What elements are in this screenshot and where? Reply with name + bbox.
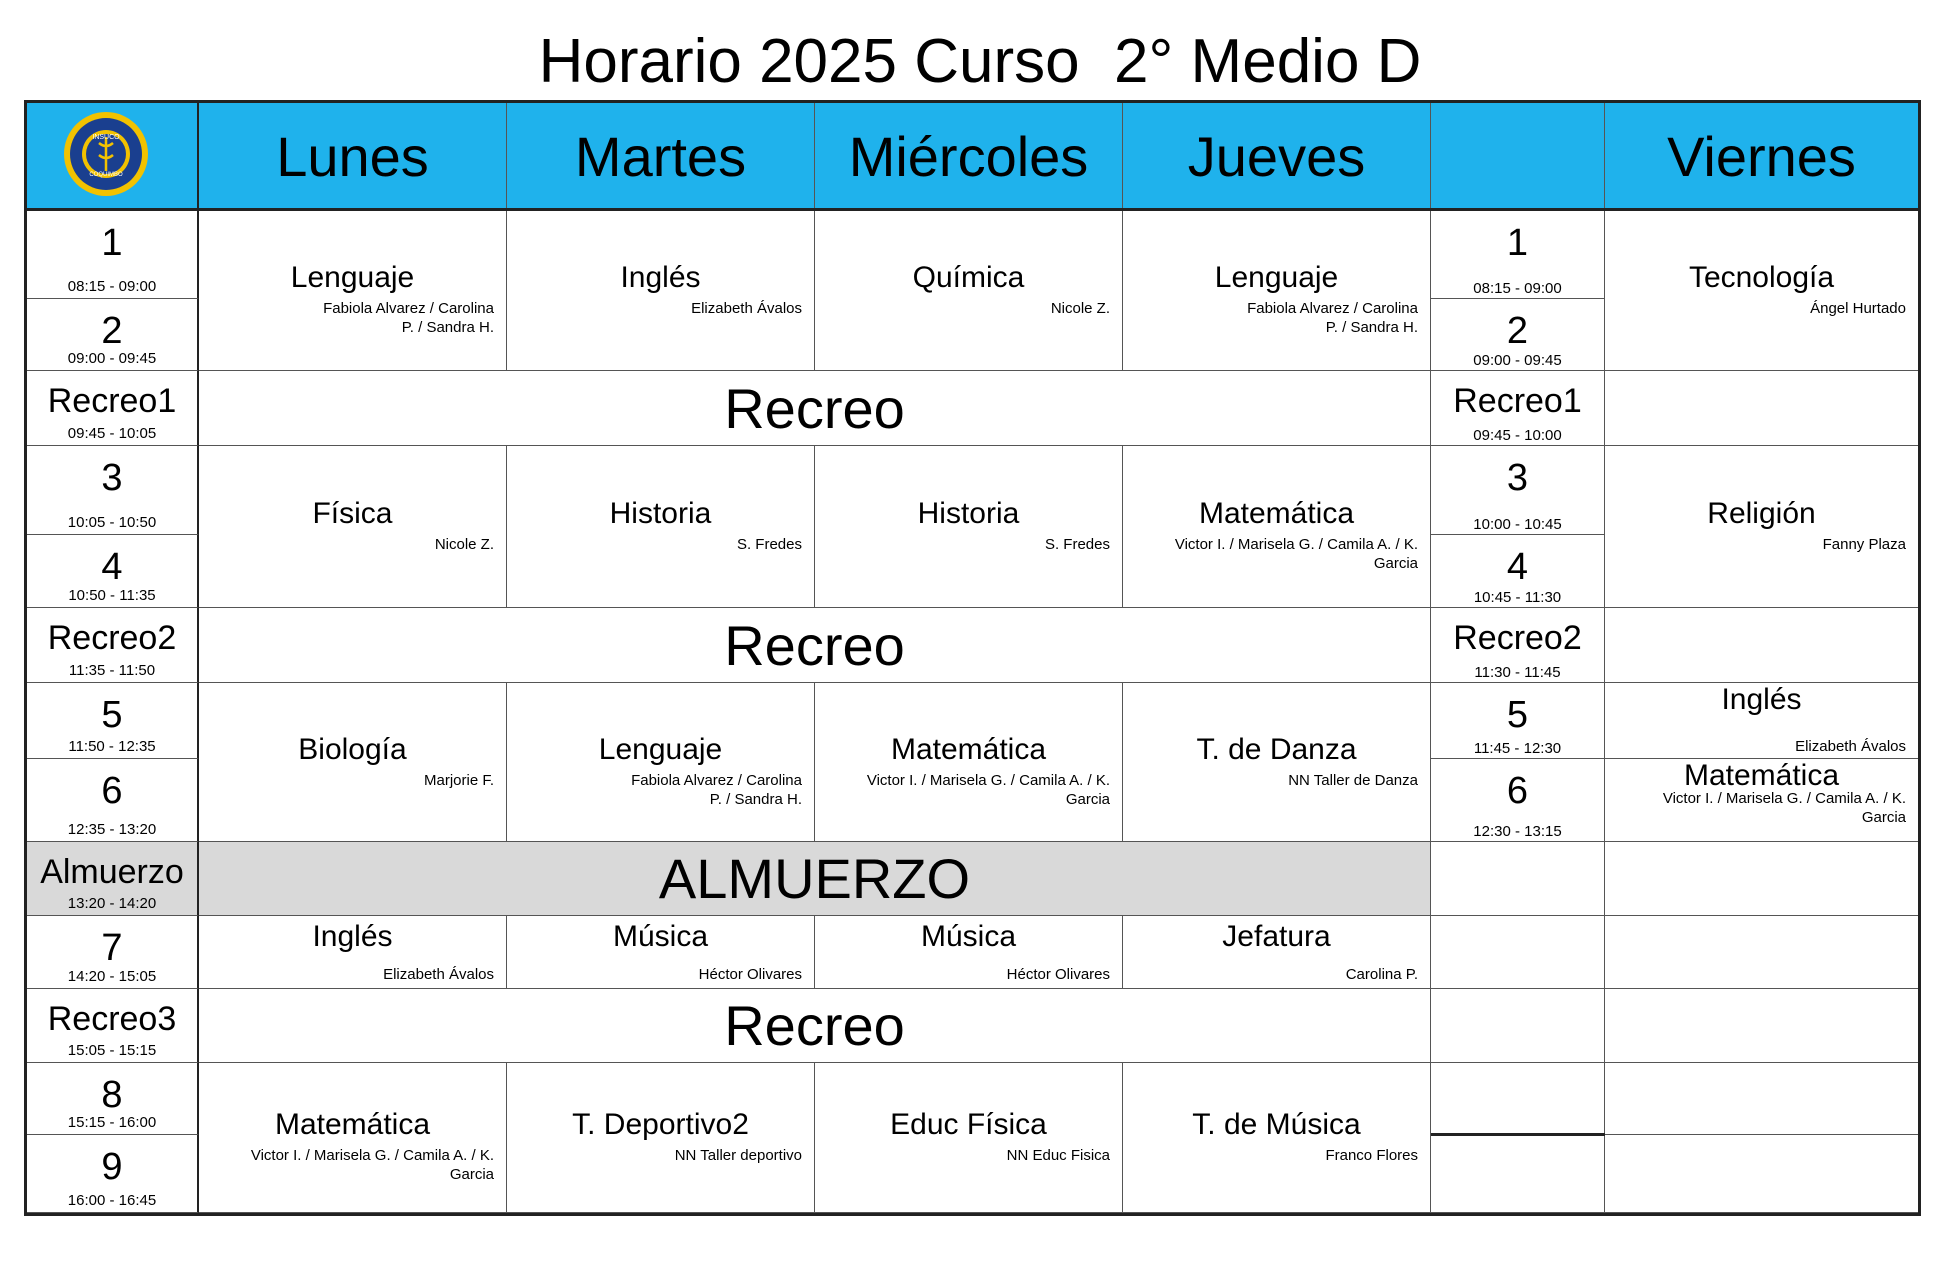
friday-time-slot-cell	[1431, 535, 1605, 608]
day-header-miercoles: Miércoles	[815, 103, 1123, 211]
teacher-name: Fabiola Alvarez / Carolina P. / Sandra H.	[323, 300, 494, 336]
teacher-name: Héctor Olivares	[1006, 966, 1110, 983]
friday-empty-cell	[1605, 989, 1918, 1063]
friday-slot-time: 11:30 - 11:45	[1474, 664, 1561, 681]
friday-slot-label: 6	[1506, 770, 1529, 812]
friday-slot-time: 09:45 - 10:00	[1473, 427, 1562, 444]
logo-text-bottom: COQUIMBO	[89, 172, 123, 178]
friday-teacher-name: Fanny Plaza	[1822, 536, 1906, 553]
slot-label: 1	[101, 222, 123, 264]
class-block[interactable]	[199, 446, 507, 608]
friday-teacher-name: Ángel Hurtado	[1810, 300, 1906, 317]
subject-name: Matemática	[1198, 497, 1355, 530]
friday-slot-label: 4	[1506, 546, 1529, 588]
friday-empty-cell	[1605, 842, 1918, 916]
slot-label: 3	[101, 457, 123, 499]
teacher-name: Victor I. / Marisela G. / Camila A. / K. Garcia	[250, 1147, 494, 1183]
day-header-martes: Martes	[507, 103, 815, 211]
schedule-grid	[24, 100, 1921, 1216]
slot-time: 09:00 - 09:45	[67, 350, 157, 367]
slot-label: Recreo2	[47, 619, 177, 657]
friday-slot-label: Recreo2	[1453, 619, 1582, 657]
friday-slot-label: 2	[1506, 310, 1529, 352]
friday-class-block[interactable]	[1605, 211, 1918, 371]
recreo-3-band: Recreo	[199, 989, 1431, 1063]
day-header-viernes: Viernes	[1605, 103, 1918, 211]
teacher-name: NN Taller de Danza	[1288, 771, 1418, 789]
friday-slot-label: 3	[1506, 457, 1529, 499]
friday-time-empty-cell	[1431, 1135, 1605, 1213]
subject-name: Música	[612, 920, 709, 953]
class-block[interactable]	[815, 916, 1123, 989]
class-block[interactable]	[815, 683, 1123, 842]
subject-name: Inglés	[312, 920, 393, 953]
recreo-2-band: Recreo	[199, 608, 1431, 683]
friday-time-empty-cell	[1431, 1063, 1605, 1135]
slot-label: Recreo3	[47, 1000, 177, 1038]
friday-subject-name: Tecnología	[1688, 261, 1835, 294]
teacher-name: Marjorie F.	[423, 771, 494, 789]
subject-name: T. Deportivo2	[572, 1108, 749, 1141]
slot-time: 10:50 - 11:35	[68, 587, 156, 604]
friday-time-slot-cell	[1431, 683, 1605, 759]
teacher-name: NN Taller deportivo	[674, 1147, 802, 1164]
recreo-1-band: Recreo	[199, 371, 1431, 446]
friday-slot-time: 12:30 - 13:15	[1473, 823, 1562, 840]
time-slot-cell	[27, 299, 199, 371]
subject-name: Física	[312, 497, 393, 530]
subject-name: Matemática	[274, 1108, 431, 1141]
friday-empty-cell	[1605, 1135, 1918, 1213]
slot-time: 08:15 - 09:00	[67, 278, 157, 295]
time-slot-cell	[27, 842, 199, 916]
school-logo-icon	[61, 109, 151, 199]
friday-class-block[interactable]	[1605, 446, 1918, 608]
friday-empty-cell	[1605, 1063, 1918, 1135]
class-block[interactable]	[199, 916, 507, 989]
teacher-name: Héctor Olivares	[698, 966, 802, 983]
class-block[interactable]	[199, 683, 507, 842]
teacher-name: Nicole Z.	[1050, 300, 1110, 317]
friday-class-block[interactable]	[1605, 683, 1918, 759]
subject-name: Jefatura	[1222, 920, 1331, 953]
logo-text-top: INSUCO	[92, 134, 120, 141]
slot-time: 09:45 - 10:05	[67, 425, 157, 442]
teacher-name: S. Fredes	[736, 536, 802, 553]
teacher-name: Victor I. / Marisela G. / Camila A. / K. Garcia	[1174, 536, 1418, 572]
subject-name: Historia	[917, 497, 1020, 530]
class-block[interactable]	[199, 1063, 507, 1213]
class-block[interactable]	[507, 446, 815, 608]
header-logo-cell	[27, 103, 199, 211]
friday-slot-time: 10:00 - 10:45	[1473, 516, 1562, 533]
time-slot-cell	[27, 989, 199, 1063]
class-block[interactable]	[507, 1063, 815, 1213]
class-block[interactable]	[507, 211, 815, 371]
time-slot-cell	[27, 371, 199, 446]
subject-name: Biología	[298, 732, 407, 766]
time-slot-cell	[27, 608, 199, 683]
friday-slot-label: 5	[1506, 694, 1529, 736]
teacher-name: Victor I. / Marisela G. / Camila A. / K. Garcia	[866, 771, 1110, 808]
subject-name: Matemática	[890, 732, 1047, 766]
friday-slot-label: 1	[1506, 222, 1529, 264]
time-slot-cell	[27, 1135, 199, 1213]
slot-time: 15:05 - 15:15	[67, 1042, 157, 1059]
friday-class-block[interactable]	[1605, 759, 1918, 842]
teacher-name: NN Educ Fisica	[1006, 1147, 1110, 1164]
slot-time: 12:35 - 13:20	[67, 821, 157, 838]
divider-line	[1431, 1133, 1605, 1136]
friday-time-empty-cell	[1431, 916, 1605, 989]
friday-slot-time: 08:15 - 09:00	[1473, 280, 1562, 297]
time-slot-cell	[27, 916, 199, 989]
slot-time: 11:50 - 12:35	[68, 738, 156, 755]
time-slot-cell	[27, 446, 199, 535]
friday-teacher-name: Victor I. / Marisela G. / Camila A. / K. Garcia	[1662, 790, 1906, 826]
slot-label: 4	[101, 546, 123, 588]
friday-slot-time: 10:45 - 11:30	[1473, 589, 1562, 606]
class-block[interactable]	[815, 211, 1123, 371]
subject-name: Educ Física	[890, 1108, 1047, 1141]
time-slot-cell	[27, 683, 199, 759]
slot-label: Almuerzo	[40, 853, 184, 891]
friday-teacher-name: Elizabeth Ávalos	[1795, 738, 1906, 755]
page-title: Horario 2025 Curso 2° Medio D	[538, 27, 1422, 96]
friday-subject-name: Matemática	[1683, 759, 1840, 792]
slot-time: 16:00 - 16:45	[67, 1192, 157, 1209]
time-slot-cell	[27, 535, 199, 608]
class-block[interactable]	[1123, 211, 1431, 371]
class-block[interactable]	[199, 211, 507, 371]
friday-time-empty-cell	[1431, 989, 1605, 1063]
slot-label: 7	[101, 927, 123, 969]
friday-subject-name: Religión	[1707, 497, 1816, 530]
slot-time: 13:20 - 14:20	[67, 895, 157, 912]
friday-time-slot-cell	[1431, 371, 1605, 446]
time-slot-cell	[27, 211, 199, 299]
subject-name: T. de Música	[1192, 1108, 1361, 1141]
teacher-name: Fabiola Alvarez / Carolina P. / Sandra H.	[631, 771, 802, 808]
slot-label: 2	[101, 310, 123, 352]
slot-label: 9	[101, 1146, 123, 1188]
class-block[interactable]	[815, 1063, 1123, 1213]
day-header-jueves: Jueves	[1123, 103, 1431, 211]
teacher-name: Franco Flores	[1325, 1147, 1418, 1164]
friday-subject-name: Inglés	[1721, 683, 1802, 716]
friday-time-slot-cell	[1431, 299, 1605, 371]
slot-label: 6	[101, 770, 123, 812]
subject-name: Lenguaje	[1214, 261, 1339, 294]
friday-empty-cell	[1605, 608, 1918, 683]
teacher-name: Elizabeth Ávalos	[691, 300, 802, 317]
slot-time: 11:35 - 11:50	[68, 662, 156, 679]
slot-time: 14:20 - 15:05	[67, 968, 157, 985]
time-slot-cell	[27, 1063, 199, 1135]
friday-time-slot-cell	[1431, 759, 1605, 842]
header-friday-time-cell	[1431, 103, 1605, 211]
friday-time-slot-cell	[1431, 608, 1605, 683]
subject-name: Química	[912, 261, 1025, 294]
friday-time-empty-cell	[1431, 842, 1605, 916]
subject-name: T. de Danza	[1196, 732, 1357, 766]
almuerzo-band: ALMUERZO	[199, 842, 1431, 916]
subject-name: Historia	[609, 497, 712, 530]
class-block[interactable]	[1123, 446, 1431, 608]
class-block[interactable]	[1123, 1063, 1431, 1213]
class-block[interactable]	[507, 916, 815, 989]
subject-name: Inglés	[620, 261, 701, 294]
subject-name: Lenguaje	[598, 732, 723, 766]
subject-name: Música	[920, 920, 1017, 953]
class-block[interactable]	[815, 446, 1123, 608]
friday-empty-cell	[1605, 916, 1918, 989]
class-block[interactable]	[1123, 916, 1431, 989]
teacher-name: Fabiola Alvarez / Carolina P. / Sandra H.	[1247, 300, 1418, 336]
friday-time-slot-cell	[1431, 211, 1605, 299]
friday-slot-time: 09:00 - 09:45	[1473, 352, 1562, 369]
slot-label: 8	[101, 1074, 123, 1116]
slot-time: 15:15 - 16:00	[67, 1114, 157, 1131]
teacher-name: Elizabeth Ávalos	[383, 966, 494, 983]
friday-time-slot-cell	[1431, 446, 1605, 535]
teacher-name: S. Fredes	[1044, 536, 1110, 553]
friday-slot-time: 11:45 - 12:30	[1473, 740, 1562, 757]
teacher-name: Carolina P.	[1345, 966, 1418, 983]
subject-name: Lenguaje	[290, 261, 415, 294]
friday-slot-label: Recreo1	[1453, 382, 1582, 420]
day-header-lunes: Lunes	[199, 103, 507, 211]
friday-empty-cell	[1605, 371, 1918, 446]
class-block[interactable]	[507, 683, 815, 842]
slot-time: 10:05 - 10:50	[67, 514, 157, 531]
teacher-name: Nicole Z.	[434, 536, 494, 553]
slot-label: 5	[101, 694, 123, 736]
time-slot-cell	[27, 759, 199, 842]
slot-label: Recreo1	[47, 382, 177, 420]
class-block[interactable]	[1123, 683, 1431, 842]
